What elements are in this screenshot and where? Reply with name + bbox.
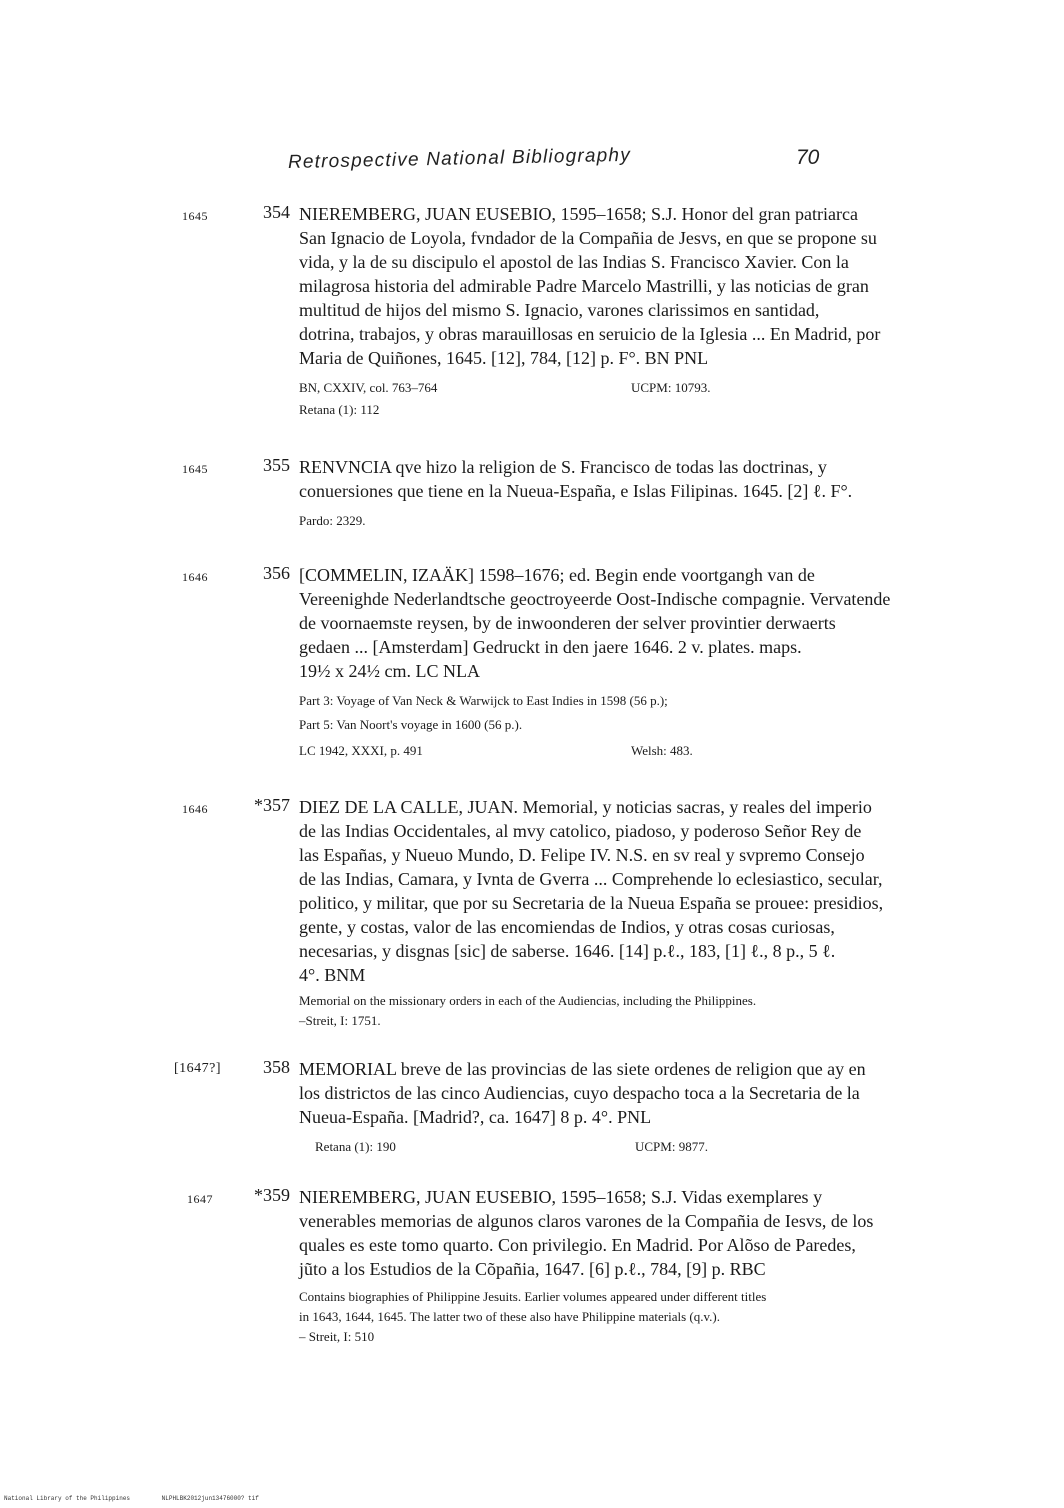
entry-number: *359 xyxy=(254,1185,290,1205)
entry-year: 1645 xyxy=(182,462,208,476)
entry-line: gedaen ... [Amsterdam] Gedruckt in den jaere 1646. 2 v. plates. maps. xyxy=(299,637,802,657)
entry-line: NIEREMBERG, JUAN EUSEBIO, 1595–1658; S.J. Vidas exemplares y xyxy=(299,1187,823,1207)
scan-footer xyxy=(4,1495,287,1502)
footer-library: National Library of the Philippines xyxy=(4,1495,131,1502)
note-line: Part 3: Voyage of Van Neck & Warwijck to East Indies in 1598 (56 p.); xyxy=(299,693,668,708)
entry-notes xyxy=(299,378,964,420)
entry-line: RENVNCIA qve hizo la religion de S. Francisco de todas las doctrinas, y xyxy=(299,457,827,477)
reference-right: UCPM: 9877. xyxy=(635,1139,708,1154)
reference-left: LC 1942, XXXI, p. 491 xyxy=(299,743,423,758)
reference-right: Welsh: 483. xyxy=(631,743,693,758)
entry-line: de las Indias Occidentales, al mvy catolico, piadoso, y poderoso Señor Rey de xyxy=(299,821,862,841)
entry-line: vida, y la de su discipulo el apostol de las Indias S. Francisco Xavier. Con la xyxy=(299,252,849,272)
note-line: Retana (1): 112 xyxy=(299,402,380,417)
entry-line: de las Indias, Camara, y Ivnta de Gverra ... Comprehende lo eclesiastico, secular, xyxy=(299,869,883,889)
reference-row xyxy=(299,1137,964,1159)
entry-year: [1647?] xyxy=(174,1061,222,1076)
entry-notes xyxy=(299,991,964,1031)
entry-number: *357 xyxy=(254,795,290,815)
entry-year: 1646 xyxy=(182,802,208,816)
entry-body xyxy=(299,795,964,1031)
entry-line: [COMMELIN, IZAÄK] 1598–1676; ed. Begin ende voortgangh van de xyxy=(299,565,815,585)
page-number: 70 xyxy=(796,146,820,169)
note-line: Contains biographies of Philippine Jesuits. Earlier volumes appeared under different titles xyxy=(299,1289,767,1304)
running-title: Retrospective National Bibliography xyxy=(287,144,632,173)
note-line: – Streit, I: 510 xyxy=(299,1329,375,1344)
entry-line: Vereenighde Nederlandtsche geoctroyeerde Oost-Indische compagnie. Vervatende xyxy=(299,589,891,609)
entry-notes xyxy=(299,511,964,531)
entry-notes xyxy=(299,1137,964,1159)
entry-line: gente, y costas, valor de las encomiendas de Indios, y otras cosas curiosas, xyxy=(299,917,835,937)
entry-line: conuersiones que tiene en la Nueua-España, e Islas Filipinas. 1645. [2] ℓ. F°. xyxy=(299,481,853,501)
entry-line: las Españas, y Nueuo Mundo, D. Felipe IV. N.S. en sv real y svpremo Consejo xyxy=(299,845,865,865)
entry-notes xyxy=(299,1287,964,1347)
entry-line: San Ignacio de Loyola, fvndador de la Compañia de Jesvs, en que se propone su xyxy=(299,228,877,248)
note-line: –Streit, I: 1751. xyxy=(299,1013,381,1028)
entry-number: 358 xyxy=(263,1057,290,1077)
entry-line: MEMORIAL breve de las provincias de las siete ordenes de religion que ay en xyxy=(299,1059,866,1079)
entry-year: 1647 xyxy=(187,1192,213,1206)
page-header xyxy=(287,144,848,184)
entry-body xyxy=(299,202,964,420)
entry-line: DIEZ DE LA CALLE, JUAN. Memorial, y noticias sacras, y reales del imperio xyxy=(299,797,872,817)
entry-year: 1645 xyxy=(182,209,208,223)
entry-number: 354 xyxy=(263,202,290,222)
entry-number: 355 xyxy=(263,455,290,475)
entry-body xyxy=(299,1057,964,1159)
reference-right: UCPM: 10793. xyxy=(631,380,711,395)
entry-line: dotrina, trabajos, y obras marauillosas en seruicio de la Iglesia ... En Madrid, por xyxy=(299,324,881,344)
entry-line: Maria de Quiñones, 1645. [12], 784, [12] p. F°. BN PNL xyxy=(299,348,709,368)
reference-row xyxy=(299,378,964,400)
entry-body xyxy=(299,1185,964,1347)
entry-line: jũto a los Estudios de la Cõpañia, 1647. [6] p.ℓ., 784, [9] p. RBC xyxy=(299,1259,766,1279)
note-line: Pardo: 2329. xyxy=(299,513,366,528)
note-line: in 1643, 1644, 1645. The latter two of these also have Philippine materials (q.v.). xyxy=(299,1309,720,1324)
entry-line: Nueua-España. [Madrid?, ca. 1647] 8 p. 4°. PNL xyxy=(299,1107,652,1127)
entry-body xyxy=(299,455,964,531)
entry-line: multitud de hijos del mismo S. Ignacio, varones clarissimos en santidad, xyxy=(299,300,820,320)
entry-line: necesarias, y disgnas [sic] de saberse. 1646. [14] p.ℓ., 183, [1] ℓ., 8 p., 5 ℓ. xyxy=(299,941,836,961)
entry-line: milagrosa historia del admirable Padre Marcelo Mastrilli, y las noticias de gran xyxy=(299,276,869,296)
entry-year: 1646 xyxy=(182,570,208,584)
entry-line: los districtos de las cinco Audiencias, cuyo despacho toca a la Secretaria de la xyxy=(299,1083,860,1103)
note-line: Memorial on the missionary orders in each of the Audiencias, including the Philippines. xyxy=(299,993,757,1008)
reference-row xyxy=(299,741,964,763)
entry-line: politico, y militar, que por su Secretaria de la Nueua España se prouee: presidios, xyxy=(299,893,884,913)
reference-left: BN, CXXIV, col. 763–764 xyxy=(299,380,438,395)
entry-line: de voornaemste reysen, by de inwoonderen der selver provintier derwaerts xyxy=(299,613,836,633)
entry-line: 4°. BNM xyxy=(299,965,366,985)
entry-line: venerables memorias de algunos claros varones de la Compañia de Iesvs, de los xyxy=(299,1211,874,1231)
entry-line: 19½ x 24½ cm. LC NLA xyxy=(299,661,480,681)
note-line: Part 5: Van Noort's voyage in 1600 (56 p.). xyxy=(299,717,523,732)
entry-line: NIEREMBERG, JUAN EUSEBIO, 1595–1658; S.J. Honor del gran patriarca xyxy=(299,204,858,224)
footer-file-id: NLPHLBK2012jun13476000? tif xyxy=(161,1495,259,1502)
entry-number: 356 xyxy=(263,563,290,583)
entry-body xyxy=(299,563,964,763)
reference-left: Retana (1): 190 xyxy=(315,1139,396,1154)
entry-line: quales es este tomo quarto. Con privilegio. En Madrid. Por Alõso de Paredes, xyxy=(299,1235,856,1255)
entry-notes xyxy=(299,691,964,763)
